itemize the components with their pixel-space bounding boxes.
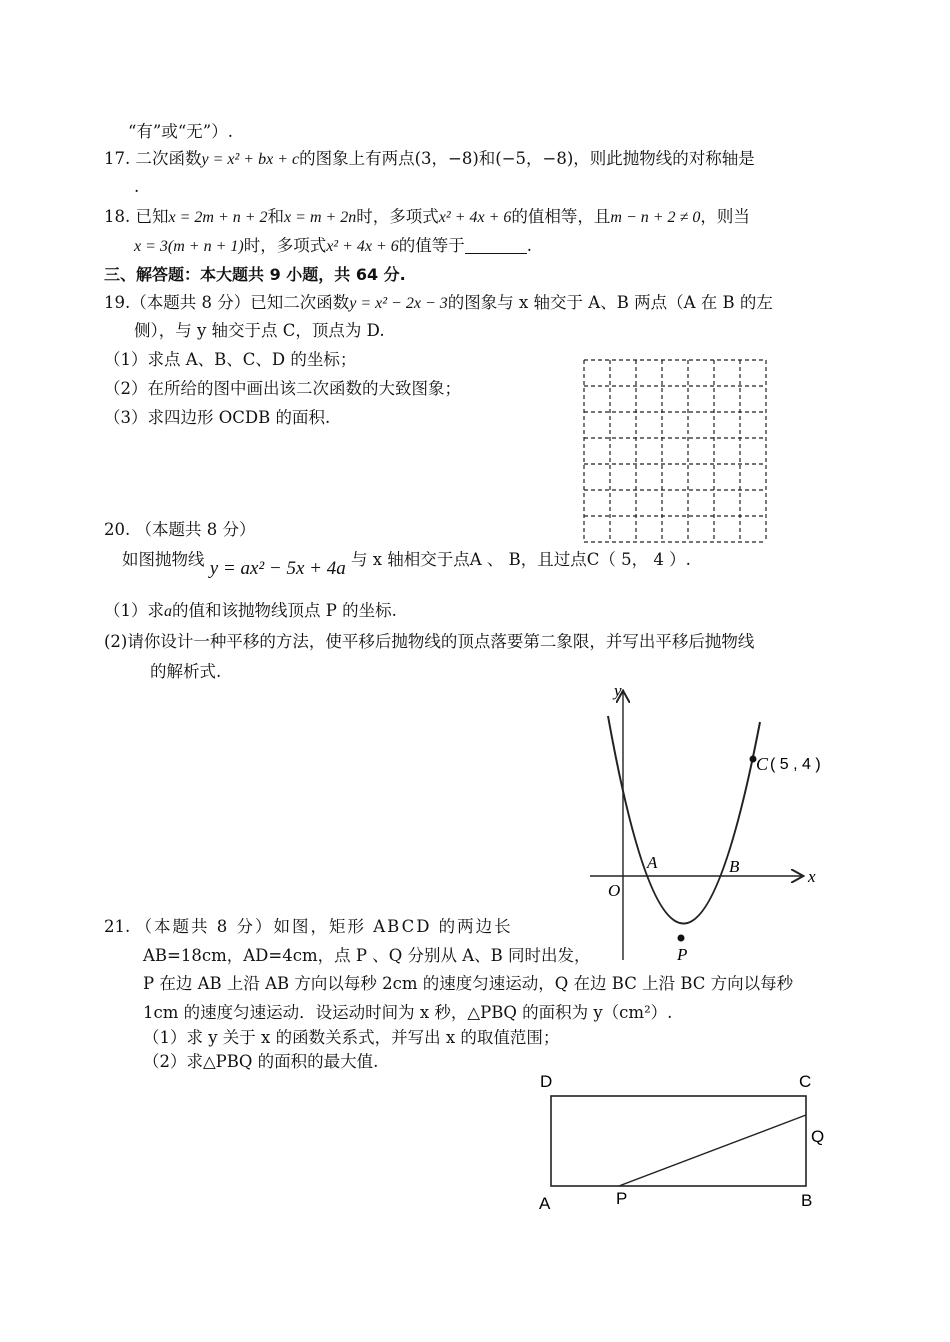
q20-score: （本题共 8 分）: [135, 520, 256, 539]
q18-formula-6: x² + 4x + 6: [326, 238, 399, 255]
q18-text-f: 时，多项式: [243, 236, 327, 255]
q19-text-a: （本题共 8 分）已知二次函数: [130, 293, 350, 312]
segment-pq: [619, 1115, 806, 1186]
origin-label: O: [608, 881, 621, 900]
q18-formula-1: x = 2m + n + 2: [168, 209, 268, 226]
point-a-label: A: [647, 853, 658, 872]
q18-text-g: 的值等于: [398, 236, 465, 255]
q18-formula-4: m − n + 2 ≠ 0: [610, 209, 701, 226]
point-p-label: P: [616, 1189, 628, 1208]
blank-grid: [580, 358, 770, 544]
answer-blank[interactable]: [465, 237, 527, 254]
q20-sub-2-line-1: (2)请你设计一种平移的方法，使平移后抛物线的顶点落要第二象限，并写出平移后抛物线: [104, 632, 755, 651]
rectangle-abcd: [551, 1096, 806, 1186]
parabola-graph: [590, 680, 850, 965]
q19-line-2: 侧），与 y 轴交于点 C，顶点为 D.: [134, 321, 385, 340]
vertex-point: [678, 935, 685, 942]
q18-text-d: 的值相等，且: [511, 207, 611, 226]
vertex-c-label: C: [799, 1072, 812, 1091]
q20-text-b: 与 x 轴相交于点A 、 B，且过点C（ 5， 4 ）.: [350, 550, 691, 569]
parabola-curve: [608, 716, 760, 924]
question-20-line-1: [122, 549, 691, 579]
q20-var-a: a: [164, 603, 172, 620]
q18-text-a: 已知: [135, 207, 169, 226]
point-p-label: P: [677, 945, 688, 964]
q17-text-post: 的图象上有两点(3，−8)和(−5，−8)，则此抛物线的对称轴是: [299, 149, 755, 168]
vertex-b-label: B: [801, 1191, 813, 1210]
q18-text-b: 和: [267, 207, 285, 226]
q20-sub-1-a: （1）求: [104, 601, 164, 620]
point-c-label: C: [756, 754, 769, 774]
q20-sub-1: [104, 600, 397, 623]
q18-text-h: .: [526, 236, 533, 255]
q18-formula-5: x = 3(m + n + 1): [134, 238, 244, 255]
q19-text-b: 的图象与 x 轴交于 A、B 两点（A 在 B 的左: [447, 293, 773, 312]
q21-text-1: （本题共 8 分）如图，矩形 ABCD 的两边长: [135, 917, 513, 936]
rectangle-figure: [530, 1066, 840, 1216]
q20-text-a: 如图抛物线: [122, 550, 205, 569]
q18-number: 18.: [104, 207, 131, 226]
q20-sub-1-b: 的值和该抛物线顶点 P 的坐标.: [172, 601, 397, 620]
x-axis-label: x: [808, 867, 816, 886]
question-19-line-1: [104, 292, 773, 315]
q20-formula: y = ax² − 5x + 4a: [209, 558, 346, 579]
point-q-label: Q: [811, 1127, 825, 1146]
q21-line-2: AB=18cm，AD=4cm，点 P 、Q 分别从 A、B 同时出发，: [143, 946, 591, 965]
question-20-header: [104, 519, 256, 541]
q18-text-e: ，则当: [700, 207, 750, 226]
point-c-coordinates: ( 5 , 4 ): [770, 756, 821, 773]
vertex-d-label: D: [540, 1072, 553, 1091]
question-18-line-1: [104, 206, 750, 229]
q17-formula: y = x² + bx + c: [201, 151, 300, 168]
q20-number: 20.: [104, 520, 131, 539]
q21-line-3: P 在边 AB 上沿 AB 方向以每秒 2cm 的速度匀速运动，Q 在边 BC 上沿 BC 方向以每秒: [143, 974, 794, 993]
q17-tail: .: [134, 177, 140, 196]
vertex-a-label: A: [539, 1194, 551, 1213]
q21-sub-2: （2）求△PBQ 的面积的最大值.: [143, 1052, 379, 1071]
q19-sub-2: （2）在所给的图中画出该二次函数的大致图象；: [104, 379, 461, 398]
q21-line-1: [104, 916, 513, 938]
q21-line-4: 1cm 的速度匀速运动．设运动时间为 x 秒，△PBQ 的面积为 y（cm²）.: [143, 1003, 673, 1022]
q18-text-c: 时，多项式: [356, 207, 439, 226]
q21-sub-1: （1）求 y 关于 x 的函数关系式，并写出 x 的取值范围；: [143, 1028, 560, 1047]
y-axis-label: y: [614, 681, 622, 700]
section-heading: 三、解答题：本大题共 9 小题，共 64 分.: [104, 265, 406, 284]
q19-number: 19.: [104, 293, 131, 312]
question-18-line-2: [134, 235, 532, 258]
q17-number: 17.: [104, 149, 131, 168]
question-17: [104, 148, 755, 171]
q16-tail: “有”或“无”）.: [128, 122, 233, 141]
q18-formula-3: x² + 4x + 6: [438, 209, 512, 226]
q20-sub-2-line-2: 的解析式.: [150, 662, 222, 681]
q21-number: 21.: [104, 917, 131, 936]
q19-formula: y = x² − 2x − 3: [349, 295, 448, 312]
q17-text-pre: 二次函数: [135, 149, 202, 168]
q19-sub-3: （3）求四边形 OCDB 的面积.: [104, 408, 331, 427]
point-b-label: B: [729, 857, 740, 876]
q18-formula-2: x = m + 2n: [284, 209, 357, 226]
q19-sub-1: （1）求点 A、B、C、D 的坐标；: [104, 350, 357, 369]
